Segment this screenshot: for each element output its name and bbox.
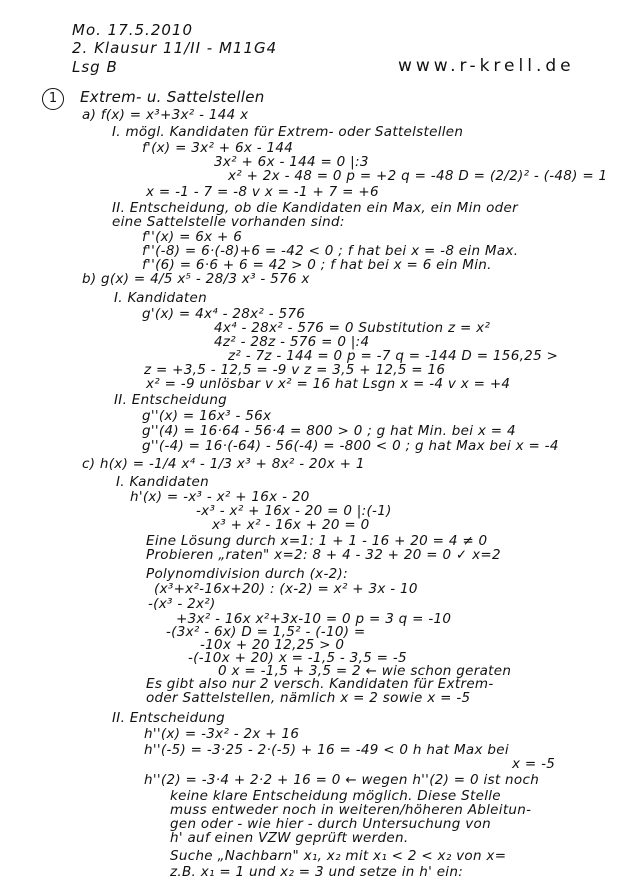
part-b-step-1: I. Kandidaten bbox=[114, 290, 207, 306]
part-c-polydiv-sub-1: -(x³ - 2x²) bbox=[148, 596, 216, 612]
part-c-function: c) h(x) = -1/4 x⁴ - 1/3 x³ + 8x² - 20x + 1 bbox=[82, 456, 365, 472]
part-c-max: h''(-5) = -3·25 - 2·(-5) + 16 = -49 < 0 h hat Max bei bbox=[144, 742, 509, 758]
part-a-equation: 3x² + 6x - 144 = 0 |:3 bbox=[214, 154, 369, 170]
part-c-polydiv-sub-3: -(-10x + 20) x = -1,5 - 3,5 = -5 bbox=[188, 650, 407, 666]
part-b-min: g''(4) = 16·64 - 56·4 = 800 > 0 ; g hat Min. bei x = 4 bbox=[142, 423, 516, 439]
header-date: Mo. 17.5.2010 bbox=[72, 21, 193, 39]
task-number-circle: 1 bbox=[42, 88, 64, 110]
part-c-max-x: x = -5 bbox=[512, 756, 556, 772]
part-c-summary-1: Es gibt also nur 2 versch. Kandidaten für Extrem- bbox=[146, 676, 494, 692]
part-c-polydiv-line: (x³+x²-16x+20) : (x-2) = x² + 3x - 10 bbox=[154, 581, 418, 597]
part-c-example: z.B. x₁ = 1 und x₂ = 3 und setze in h' ein: bbox=[170, 864, 464, 880]
part-b-step-2: II. Entscheidung bbox=[114, 392, 228, 408]
part-c-neighbors: Suche „Nachbarn" x₁, x₂ mit x₁ < 2 < x₂ von x= bbox=[170, 848, 507, 864]
part-b-equation: 4x⁴ - 28x² - 576 = 0 Substitution z = x² bbox=[214, 320, 491, 336]
part-a-max: f''(-8) = 6·(-8)+6 = -42 < 0 ; f hat bei x = -8 ein Max. bbox=[142, 243, 519, 259]
part-c-guess-1: Eine Lösung durch x=1: 1 + 1 - 16 + 20 = 4 ≠ 0 bbox=[146, 533, 488, 549]
part-b-x-solutions: x² = -9 unlösbar v x² = 16 hat Lsgn x = -4 v x = +4 bbox=[146, 376, 511, 392]
part-b-max: g''(-4) = 16·(-64) - 56(-4) = -800 < 0 ; g hat Max bei x = -4 bbox=[142, 438, 559, 454]
task-title: Extrem- u. Sattelstellen bbox=[80, 88, 265, 106]
part-c-equation: -x³ - x² + 16x - 20 = 0 |:(-1) bbox=[196, 503, 392, 519]
part-c-derivative: h'(x) = -x³ - x² + 16x - 20 bbox=[130, 489, 310, 505]
part-a-solutions: x = -1 - 7 = -8 v x = -1 + 7 = +6 bbox=[146, 184, 379, 200]
part-c-polydiv-remainder: 0 x = -1,5 + 3,5 = 2 ← wie schon geraten bbox=[218, 663, 512, 679]
part-c-polydiv-sub-2: -(3x² - 6x) D = 1,5² - (-10) = bbox=[166, 624, 366, 640]
part-c-undecided: h''(2) = -3·4 + 2·2 + 16 = 0 ← wegen h''(2) = 0 ist noch bbox=[144, 772, 540, 788]
part-a-step-1: I. mögl. Kandidaten für Extrem- oder Sattelstellen bbox=[112, 124, 464, 140]
part-c-polydiv-rest-1: +3x² - 16x x²+3x-10 = 0 p = 3 q = -10 bbox=[176, 611, 452, 627]
part-c-summary-2: oder Sattelstellen, nämlich x = 2 sowie x = -5 bbox=[146, 690, 471, 706]
part-c-guess-2: Probieren „raten" x=2: 8 + 4 - 32 + 20 = 0 ✓ x=2 bbox=[146, 547, 501, 563]
part-b-derivative: g'(x) = 4x⁴ - 28x² - 576 bbox=[142, 306, 306, 322]
part-a-function: a) f(x) = x³+3x² - 144 x bbox=[82, 107, 249, 123]
part-a-reduced: x² + 2x - 48 = 0 p = +2 q = -48 D = (2/2)² - (-48) = 1 bbox=[228, 168, 608, 184]
part-c-note-4: h' auf einen VZW geprüft werden. bbox=[170, 830, 409, 846]
part-c-polydiv-title: Polynomdivision durch (x-2): bbox=[146, 566, 348, 582]
part-a-derivative: f'(x) = 3x² + 6x - 144 bbox=[142, 140, 294, 156]
header-variant: Lsg B bbox=[72, 58, 118, 76]
part-c-note-2: muss entweder noch in weiteren/höheren Ableitun- bbox=[170, 802, 532, 818]
part-c-step-2: II. Entscheidung bbox=[112, 710, 226, 726]
part-c-second-derivative: h''(x) = -3x² - 2x + 16 bbox=[144, 726, 300, 742]
website-link[interactable]: www.r-krell.de bbox=[398, 56, 575, 76]
part-a-second-derivative: f''(x) = 6x + 6 bbox=[142, 229, 243, 245]
part-b-substituted: 4z² - 28z - 576 = 0 |:4 bbox=[214, 334, 370, 350]
part-a-step-2: II. Entscheidung, ob die Kandidaten ein Max, ein Min oder bbox=[112, 200, 519, 216]
part-c-step-1: I. Kandidaten bbox=[116, 474, 209, 490]
part-b-second-derivative: g''(x) = 16x³ - 56x bbox=[142, 408, 272, 424]
header-exam: 2. Klausur 11/II - M11G4 bbox=[72, 39, 278, 57]
part-c-note-1: keine klare Entscheidung möglich. Diese Stelle bbox=[170, 788, 501, 804]
part-c-polydiv-rest-2: -10x + 20 12,25 > 0 bbox=[200, 637, 345, 653]
part-b-reduced: z² - 7z - 144 = 0 p = -7 q = -144 D = 156,25 > bbox=[228, 348, 559, 364]
part-b-function: b) g(x) = 4/5 x⁵ - 28/3 x³ - 576 x bbox=[82, 271, 310, 287]
part-c-note-3: gen oder - wie hier - durch Untersuchung von bbox=[170, 816, 491, 832]
part-b-z-solutions: z = +3,5 - 12,5 = -9 v z = 3,5 + 12,5 = 16 bbox=[144, 362, 446, 378]
part-a-step-2-cont: eine Sattelstelle vorhanden sind: bbox=[112, 214, 345, 230]
part-a-min: f''(6) = 6·6 + 6 = 42 > 0 ; f hat bei x = 6 ein Min. bbox=[142, 257, 492, 273]
part-c-normalized: x³ + x² - 16x + 20 = 0 bbox=[212, 517, 370, 533]
